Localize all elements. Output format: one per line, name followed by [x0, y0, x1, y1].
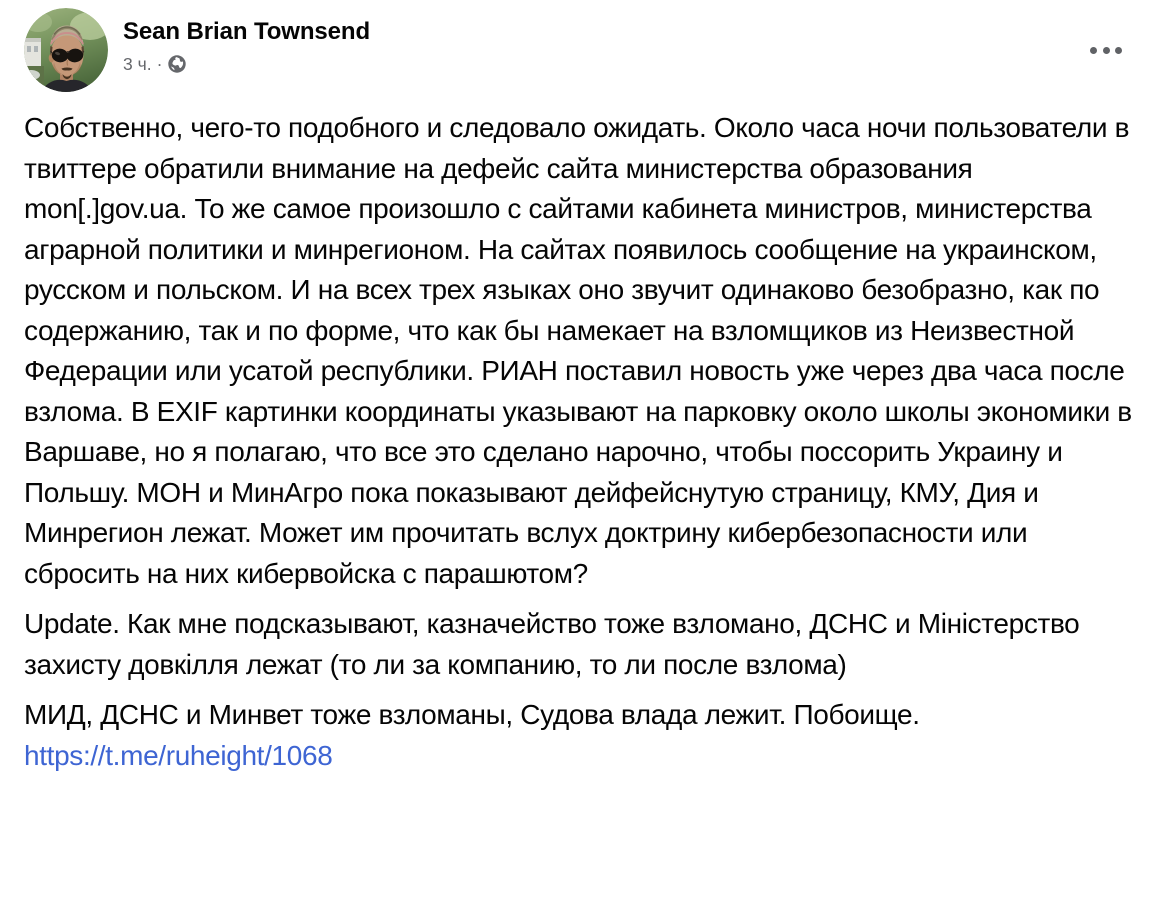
author-name[interactable]: Sean Brian Townsend: [123, 18, 371, 45]
timestamp[interactable]: 3 ч.: [123, 53, 152, 74]
post-body: [24, 108, 1140, 776]
post-meta: [123, 54, 370, 75]
ellipsis-icon: [1090, 47, 1122, 54]
more-options-button[interactable]: [1074, 30, 1138, 70]
meta-separator: ·: [156, 53, 163, 74]
post-paragraph-2: Update. Как мне подсказывают, казначейство тоже взломано, ДСНС и Міністерство захисту довкілля лежат (то ли за компанию, то ли после взлома): [24, 608, 1080, 680]
post-paragraph-3: МИД, ДСНС и Минвет тоже взломаны, Судова влада лежит. Побоище.: [24, 699, 920, 730]
post-paragraph-1: Собственно, чего-то подобного и следовало ожидать. Около часа ночи пользователи в твиттере обратили внимание на дефейс сайта министерства образования mon[.]gov.ua. То же самое произошло с сайтами кабинета министров, министерства аграрной политики и минрегионом. На сайтах появилось сообщение на украинском, русском и польском. И на всех трех языках оно звучит одинаково безобразно, как по содержанию, так и по форме, что как бы намекает на взломщиков из Неизвестной Федерации или усатой республики. РИАН поставил новость уже через два часа после взлома. В EXIF картинки координаты указывают на парковку около школы экономики в Варшаве, но я полагаю, что все это сделано нарочно, чтобы поссорить Украину и Польшу. МОН и МинАгро пока показывают дейфейснутую страницу, КМУ, Дия и Минрегион лежат. Может им прочитать вслух доктрину кибербезопасности или сбросить на них кибервойска с парашютом?: [24, 112, 1132, 589]
post-header: [24, 8, 1140, 92]
post-link[interactable]: https://t.me/ruheight/1068: [24, 739, 333, 771]
avatar[interactable]: [24, 8, 108, 92]
post-header-text: [123, 8, 370, 75]
globe-icon: [167, 54, 187, 74]
